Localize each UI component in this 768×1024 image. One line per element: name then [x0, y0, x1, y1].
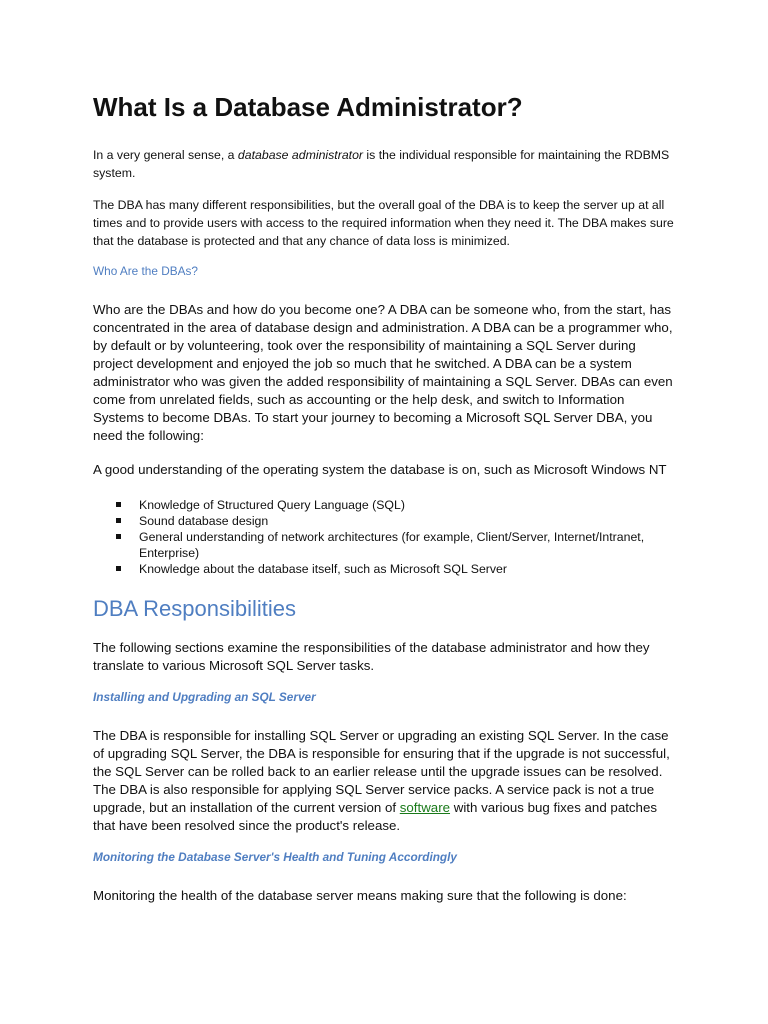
list-item	[139, 513, 675, 529]
os-understanding-paragraph: A good understanding of the operating system the database is on, such as Microsoft Windows NT	[93, 462, 667, 477]
installing-text-after: with various bug fixes and patches that have been resolved since the product's release.	[93, 800, 657, 833]
list-item-text: General understanding of network architectures (for example, Client/Server, Internet/Intranet, Enterprise)	[139, 530, 645, 560]
list-item-text: Knowledge of Structured Query Language (SQL)	[139, 498, 405, 512]
who-are-dbas-paragraph: Who are the DBAs and how do you become one? A DBA can be someone who, from the start, has concentrated in the area of database design and administration. A DBA can be a programmer who, by default or by volunteering, took over the responsibility of maintaining a SQL Server during project development and enjoyed the job so much that he switched. A DBA can be a system administrator who was given the added responsibility of maintaining a SQL Server. DBAs can even come from unrelated fields, such as accounting or the help desk, and switch to Information Systems to become DBAs. To start your journey to becoming a Microsoft SQL Server DBA, you need the following:	[93, 302, 673, 443]
monitoring-heading: Monitoring the Database Server's Health and Tuning Accordingly	[93, 850, 457, 864]
intro-paragraph	[93, 146, 675, 182]
list-item	[139, 529, 675, 561]
installing-paragraph	[93, 727, 675, 835]
software-link[interactable]: software	[399, 800, 451, 815]
list-item	[139, 561, 675, 577]
intro-term: database administrator	[237, 148, 364, 162]
bullet-square-icon	[116, 502, 121, 507]
installing-upgrading-heading: Installing and Upgrading an SQL Server	[93, 690, 316, 704]
bullet-square-icon	[116, 566, 121, 571]
list-item-text: Sound database design	[139, 514, 269, 528]
bullet-square-icon	[116, 534, 121, 539]
list-item	[139, 497, 675, 513]
requirements-list	[93, 497, 675, 577]
list-item-text: Knowledge about the database itself, such as Microsoft SQL Server	[139, 562, 507, 576]
intro-text-before: In a very general sense, a	[93, 148, 238, 162]
intro-text-after: is the individual responsible for maintaining the RDBMS system.	[93, 148, 670, 180]
bullet-square-icon	[116, 518, 121, 523]
responsibilities-intro-paragraph: The following sections examine the responsibilities of the database administrator and how they translate to various Microsoft SQL Server tasks.	[93, 640, 650, 673]
monitoring-paragraph: Monitoring the health of the database server means making sure that the following is done:	[93, 888, 627, 903]
page-title: What Is a Database Administrator?	[93, 92, 523, 122]
installing-text-before: The DBA is responsible for installing SQL Server or upgrading an existing SQL Server. In the case of upgrading SQL Server, the DBA is responsible for ensuring that if the upgrade is not successful, the SQL Server can be rolled back to an earlier release until the upgrade issues can be resolved. The DBA is also responsible for applying SQL Server service packs. A service pack is not a true upgrade, but an installation of the current version of	[93, 728, 670, 815]
dba-responsibilities-heading: DBA Responsibilities	[93, 596, 296, 621]
who-are-dbas-heading: Who Are the DBAs?	[93, 264, 198, 278]
dba-goal-paragraph: The DBA has many different responsibilities, but the overall goal of the DBA is to keep the server up at all times and to provide users with access to the required information when they need it. The DBA makes sure that the database is protected and that any chance of data loss is minimized.	[93, 198, 674, 248]
